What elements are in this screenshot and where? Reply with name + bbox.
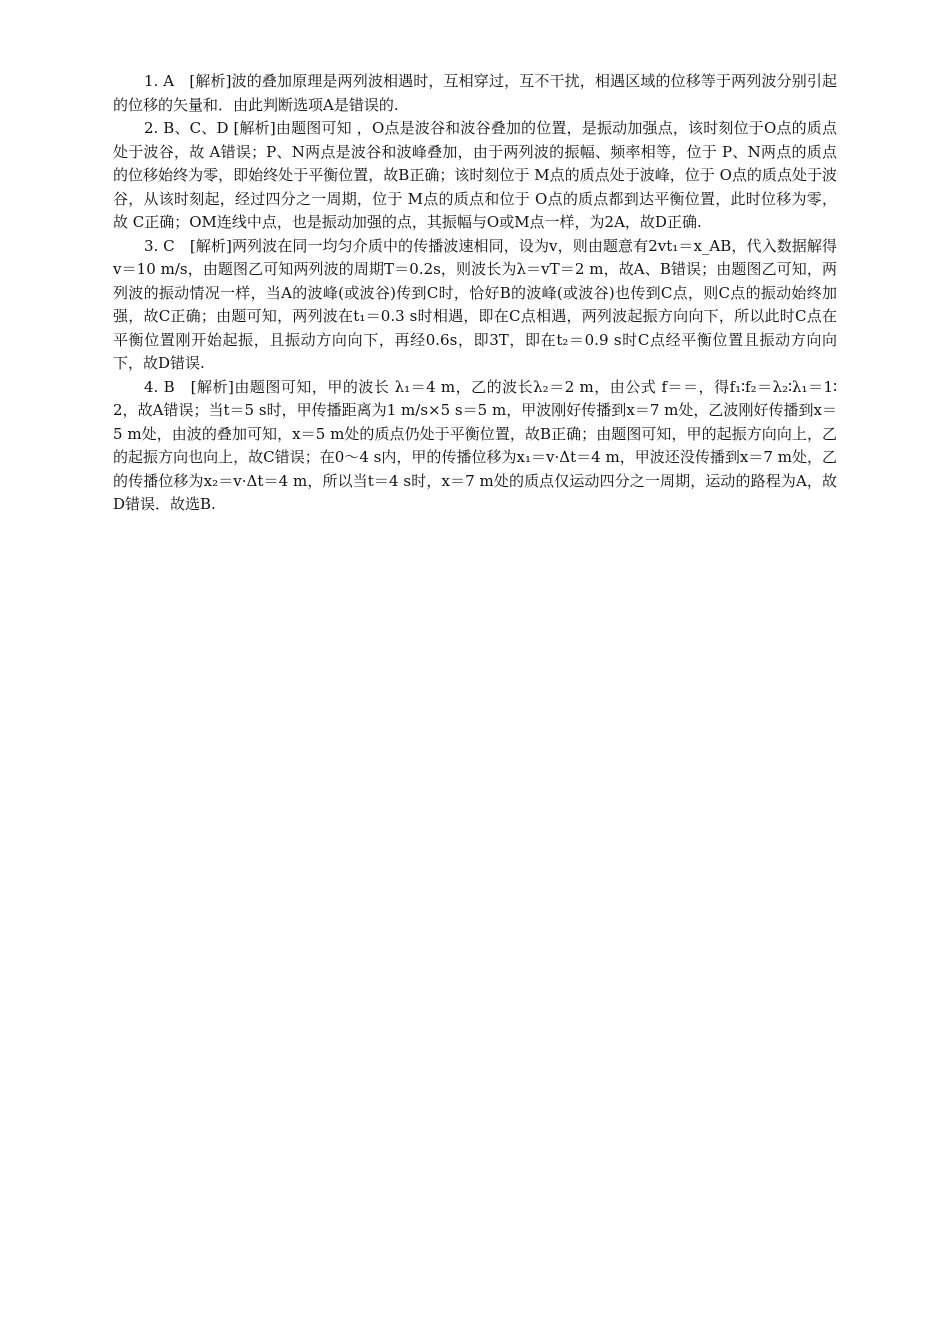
answer-3: 3. C [解析]两列波在同一均匀介质中的传播波速相同，设为v，则由题意有2vt₁＝x_AB，代入数据解得v＝10 m/s，由题图乙可知两列波的周期T＝0.2s，则波长为λ＝vT＝2 m，故A、B错误；由题图乙可知，两列波的振动情况一样，当A的波峰(或波谷)传到C时，恰好B的波峰(或波谷)也传到C点，则C点的振动始终加强，故C正确；由题可知，两列波在t₁＝0.3 s时相遇，即在C点相遇，两列波起振方向向下，所以此时C点在平衡位置刚开始起振，且振动方向向下，再经0.6s，即3T，即在t₂＝0.9 s时C点经平衡位置且振动方向向下，故D错误.: [113, 236, 837, 372]
answer-2: 2. B、C、D [解析]由题图可知 ，O点是波谷和波谷叠加的位置，是振动加强点，该时刻位于O点的质点处于波谷，故 A错误；P、N两点是波谷和波峰叠加，由于两列波的振幅、频率相等，位于 P、N两点的质点的位移始终为零，即始终处于平衡位置，故B正确；该时刻位于 M点的质点处于波峰，位于 O点的质点处于波谷，从该时刻起，经过四分之一周期，位于 M点的质点和位于 O点的质点都到达平衡位置，此时位移为零，故 C正确；OM连线中点，也是振动加强的点，其振幅与O或M点一样，为2A，故D正确.: [113, 119, 837, 231]
answer-document: [113, 70, 837, 517]
answer-1: 1. A [解析]波的叠加原理是两列波相遇时，互相穿过，互不干扰，相遇区域的位移等于两列波分别引起的位移的矢量和．由此判断选项A是错误的.: [113, 72, 837, 114]
answer-4: 4. B [解析]由题图可知，甲的波长 λ₁＝4 m，乙的波长λ₂＝2 m，由公式 f＝＝，得f₁∶f₂＝λ₂∶λ₁＝1∶2，故A错误；当t＝5 s时，甲传播距离为1 m/s×5 s＝5 m，甲波刚好传播到x＝7 m处，乙波刚好传播到x＝5 m处，由波的叠加可知，x＝5 m处的质点仍处于平衡位置，故B正确；由题图可知，甲的起振方向向上，乙的起振方向也向上，故C错误；在0～4 s内，甲的传播位移为x₁＝v·Δt＝4 m，甲波还没传播到x＝7 m处，乙的传播位移为x₂＝v·Δt＝4 m，所以当t＝4 s时，x＝7 m处的质点仅运动四分之一周期，运动的路程为A，故D错误．故选B.: [113, 377, 837, 513]
